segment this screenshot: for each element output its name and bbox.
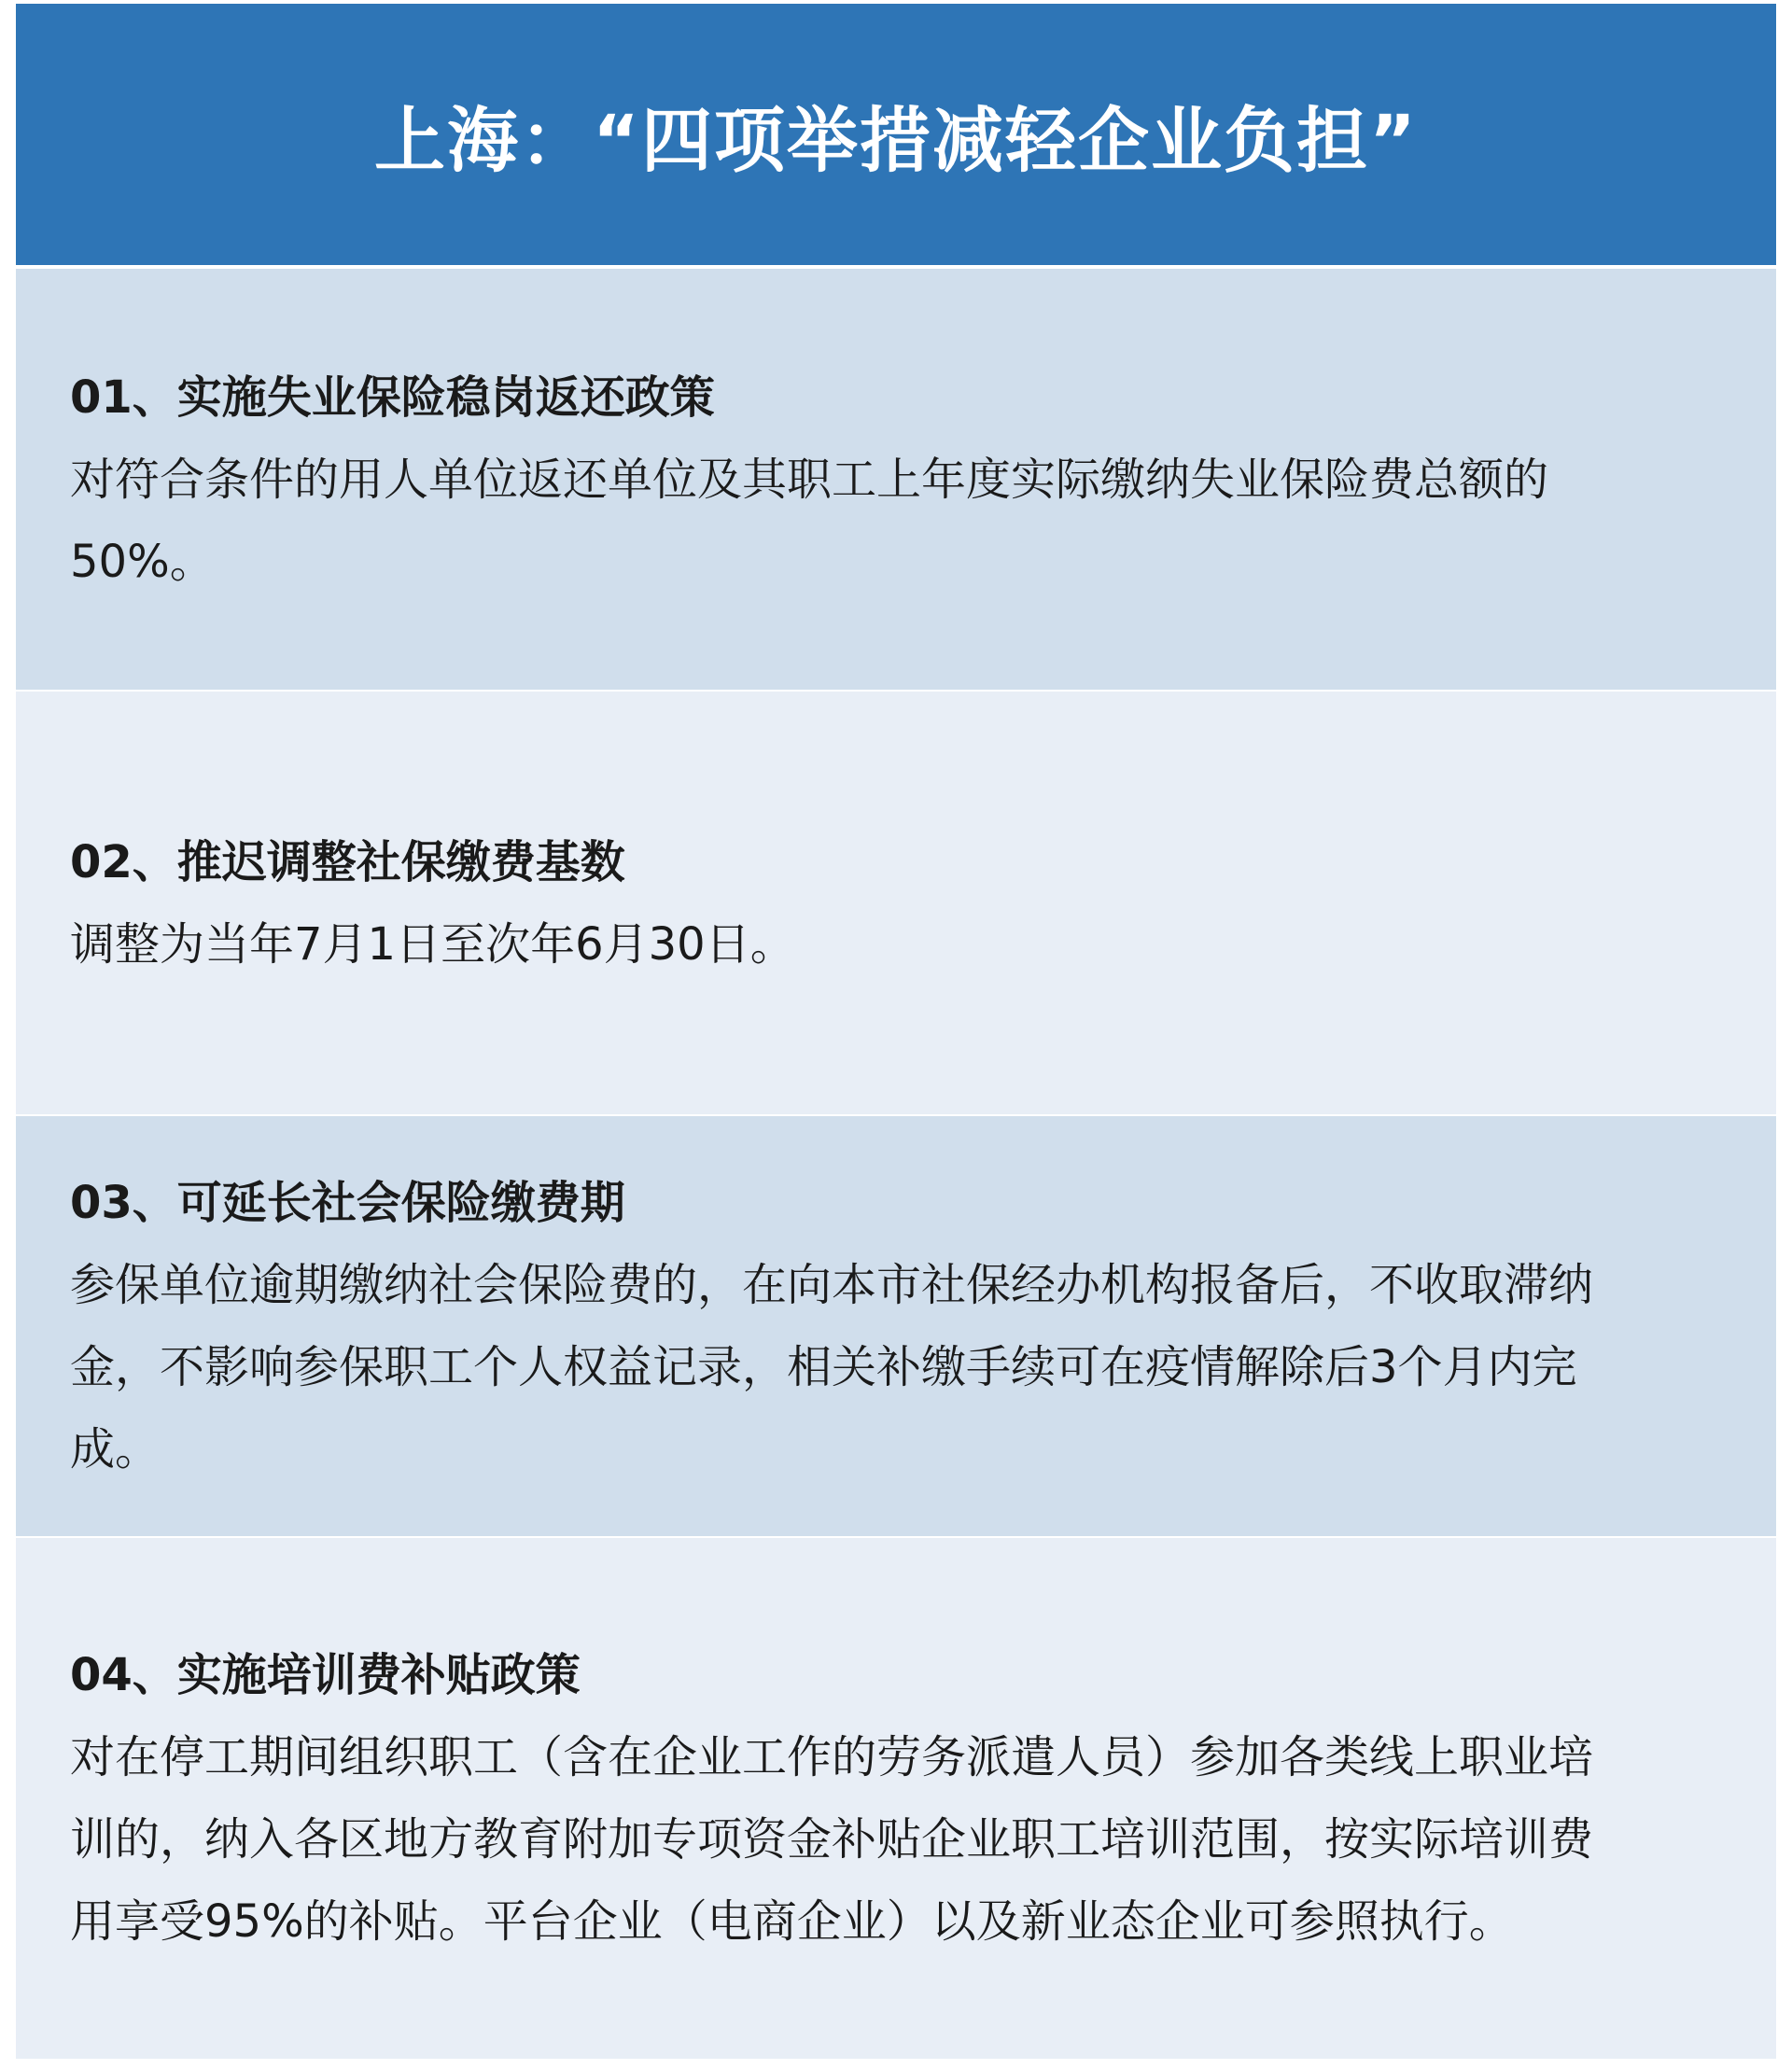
section-body-line: 成。 [70, 1423, 161, 1475]
header-banner [16, 4, 1776, 265]
section-title: 02、推迟调整社保缴费基数 [70, 835, 625, 888]
section-title: 04、实施培训费补贴政策 [70, 1649, 581, 1701]
section-body-line: 用享受95%的补贴。平台企业（电商企业）以及新业态企业可参照执行。 [70, 1895, 1514, 1948]
section-body-line: 对在停工期间组织职工（含在企业工作的劳务派遣人员）参加各类线上职业培 [70, 1731, 1594, 1783]
section-body-line: 对符合条件的用人单位返还单位及其职工上年度实际缴纳失业保险费总额的 [70, 453, 1549, 506]
document-page [16, 4, 1776, 2061]
section-03 [16, 1116, 1776, 1538]
section-02 [16, 692, 1776, 1116]
section-title: 03、可延长社会保险缴费期 [70, 1177, 625, 1229]
page-title: 上海：“四项举措减轻企业负担” [374, 98, 1418, 182]
section-04 [16, 1538, 1776, 2061]
section-body-line: 金，不影响参保职工个人权益记录，相关补缴手续可在疫情解除后3个月内完 [70, 1341, 1577, 1393]
section-01 [16, 269, 1776, 692]
section-body-line: 50%。 [70, 535, 215, 588]
section-body-line: 参保单位逾期缴纳社会保险费的，在向本市社保经办机构报备后，不收取滞纳 [70, 1259, 1594, 1311]
section-body-line: 训的，纳入各区地方教育附加专项资金补贴企业职工培训范围，按实际培训费 [70, 1813, 1594, 1866]
section-title: 01、实施失业保险稳岗返还政策 [70, 370, 715, 424]
section-body-line: 调整为当年7月1日至次年6月30日。 [70, 917, 795, 971]
